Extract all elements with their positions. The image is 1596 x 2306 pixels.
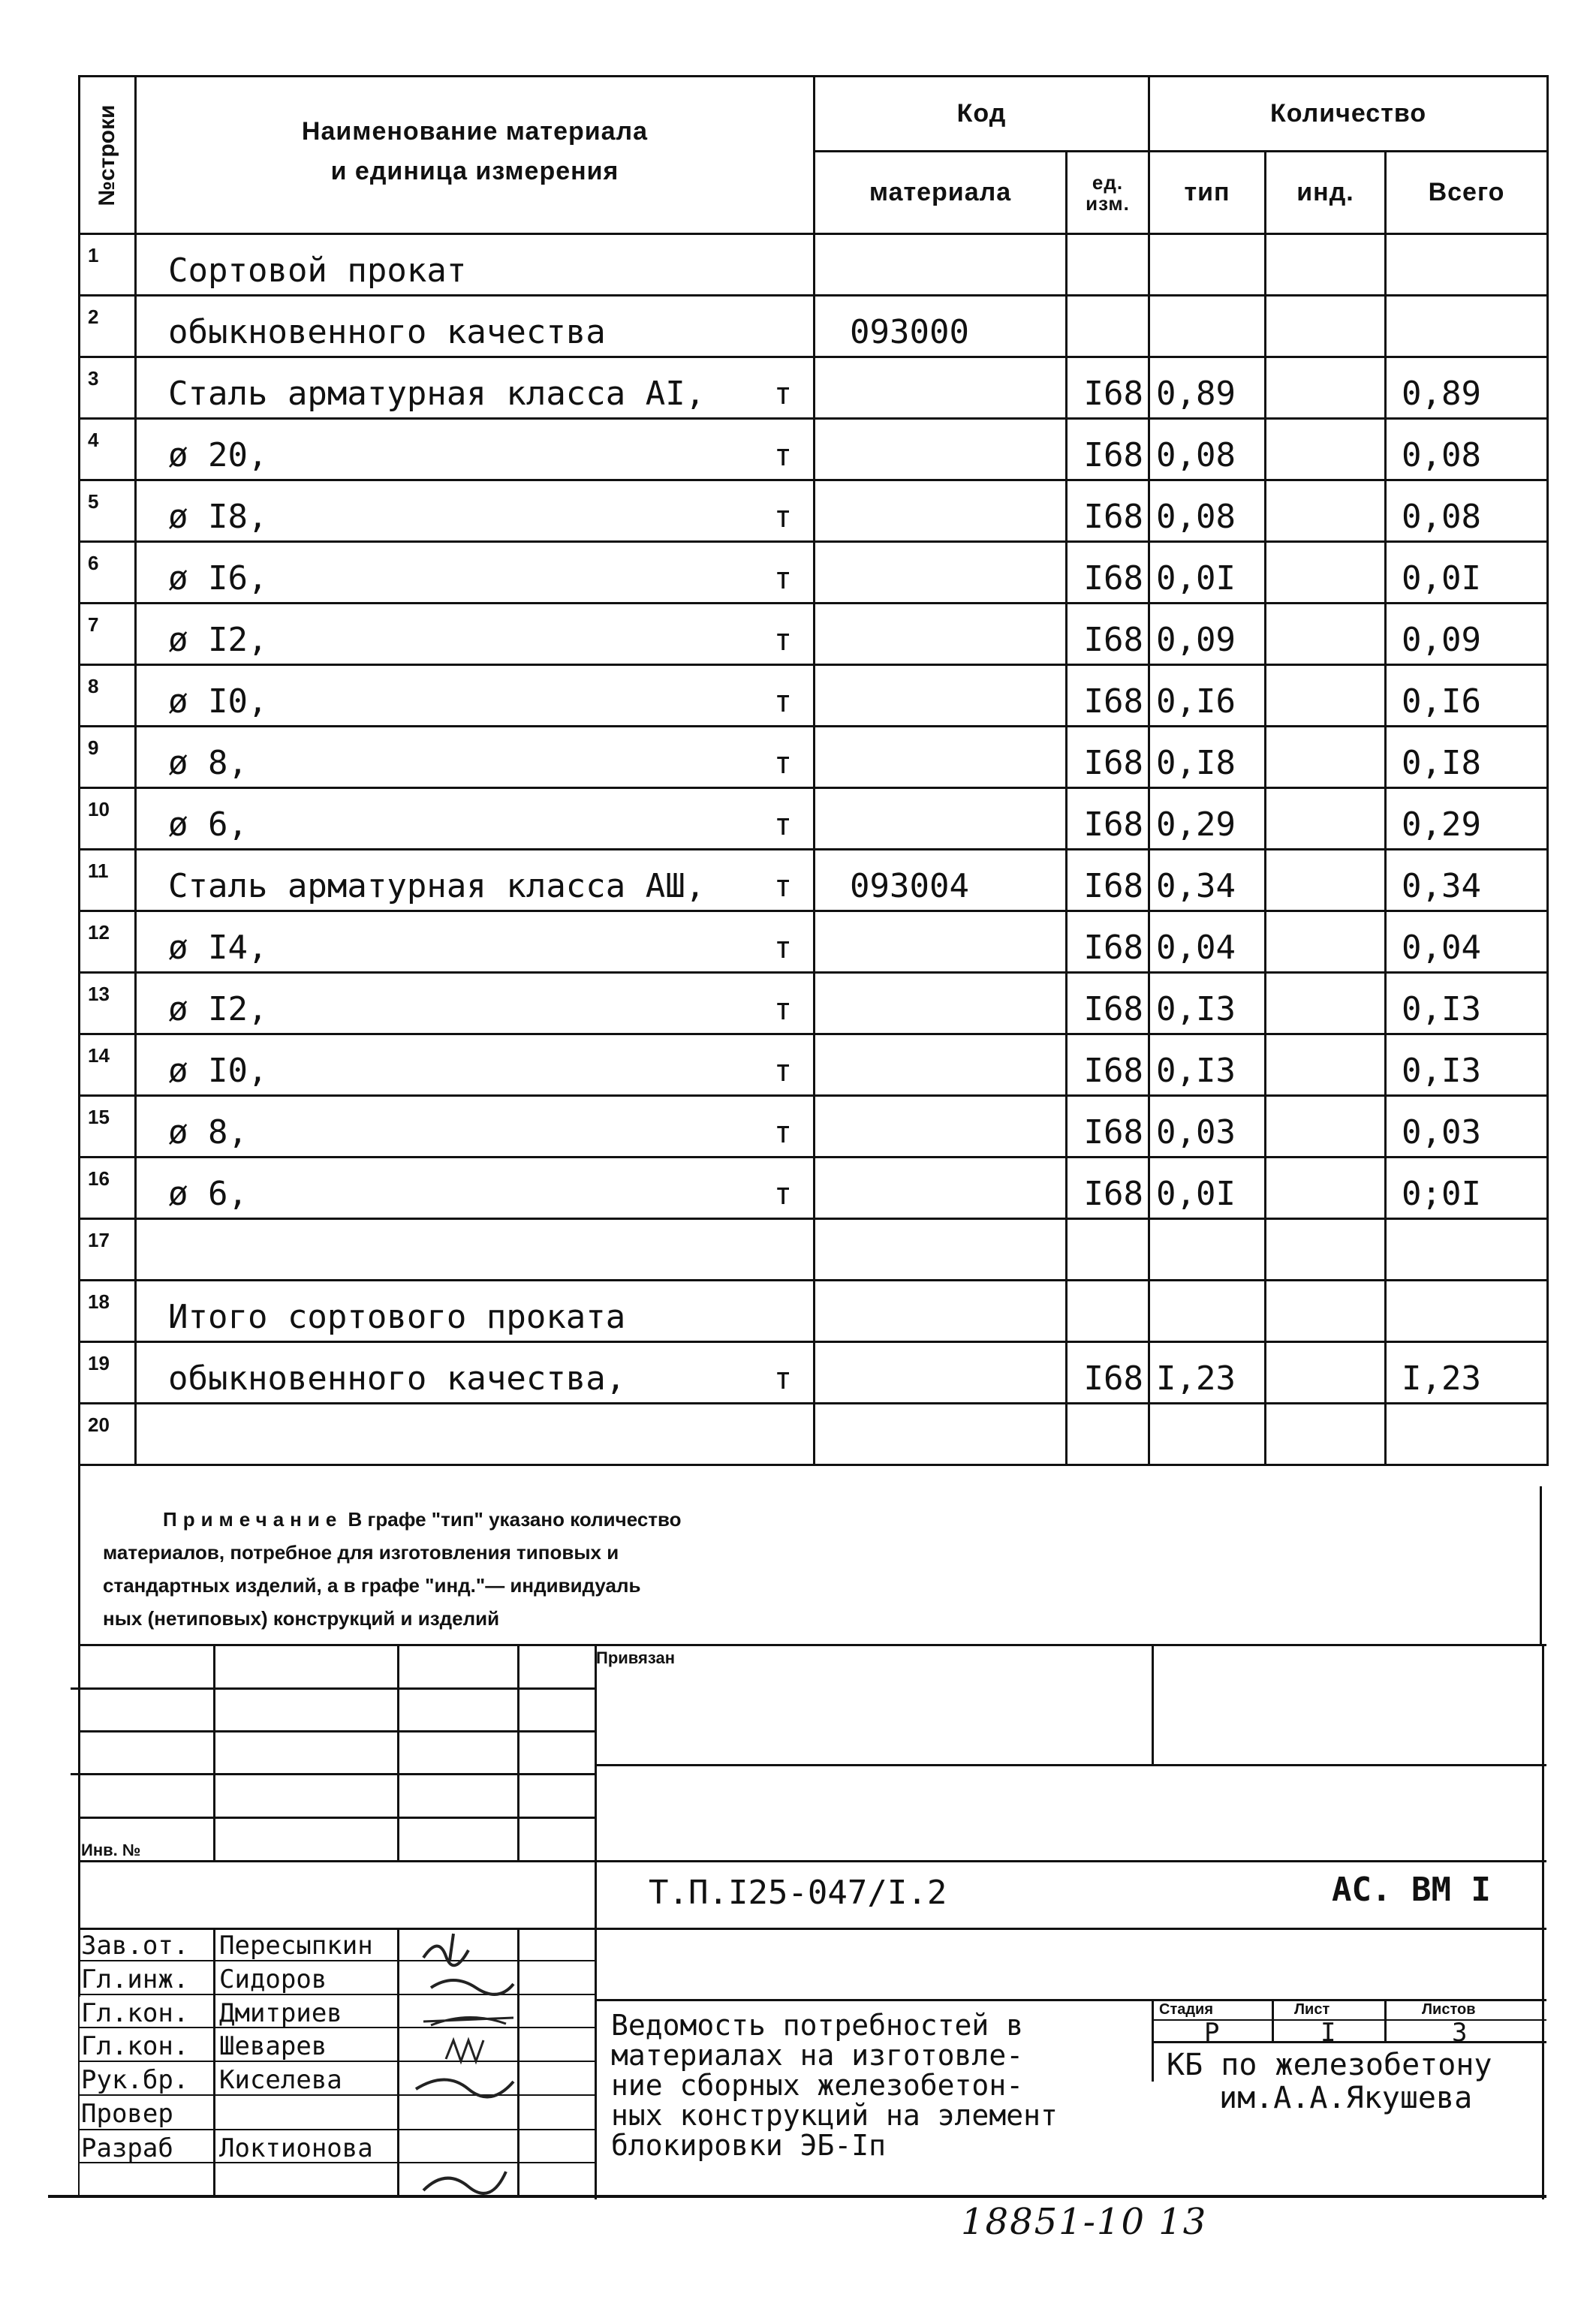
unit-code [1067,1281,1149,1342]
signature-role: Провер [81,2099,173,2129]
inventory-number-label: Инв. № [81,1841,141,1859]
unit-code: I68 [1067,419,1149,480]
table-row [80,850,1548,911]
unit-label: т [773,746,792,781]
table-row [80,542,1548,604]
unit-label: т [773,561,792,596]
unit-label: т [773,500,792,534]
table-row [80,604,1548,665]
qty-total: 0,I8 [1386,727,1548,788]
sheets-label: Листов [1422,2001,1476,2018]
material-name: обыкновенного качества, т [136,1342,815,1404]
material-code [815,1404,1067,1465]
organization-line-2: им.А.А.Якушева [1219,2081,1473,2115]
qty-type [1149,1219,1266,1281]
qty-total: 0,I3 [1386,973,1548,1034]
note-text-3: стандартных изделий, а в графе "инд."— индивидуаль [103,1574,641,1597]
material-code: 093004 [815,850,1067,911]
table-row [80,1219,1548,1281]
signature-role: Гл.кон. [81,1998,189,2028]
unit-code: I68 [1067,788,1149,850]
row-number: 14 [80,1034,136,1096]
material-code [815,1342,1067,1404]
row-number: 1 [80,234,136,296]
material-name: ø I6, т [136,542,815,604]
qty-ind [1266,850,1386,911]
qty-type: 0,0I [1149,542,1266,604]
qty-total [1386,1281,1548,1342]
qty-total: I,23 [1386,1342,1548,1404]
qty-ind [1266,296,1386,357]
signature-role: Разраб [81,2133,173,2163]
signature-role: Гл.кон. [81,2031,189,2061]
signature-role: Рук.бр. [81,2065,189,2095]
qty-type: 0,0I [1149,1158,1266,1219]
table-row [80,973,1548,1034]
material-name: ø I0, т [136,1034,815,1096]
material-name-header: Наименование материала и единица измерения [136,77,815,234]
unit-code: I68 [1067,850,1149,911]
qty-total: 0,I6 [1386,665,1548,727]
material-code [815,1158,1067,1219]
unit-code: I68 [1067,357,1149,419]
document-title: Ведомость потребностей в материалах на изготовле- ние сборных железобетон- ных конструкций на элемент блокировки ЭБ-Iп [611,2009,1058,2162]
material-name: ø 6, т [136,1158,815,1219]
table-row [80,1404,1548,1465]
quantity-group-header: Количество [1149,77,1548,152]
qty-type: 0,I8 [1149,727,1266,788]
qty-total: 0,08 [1386,480,1548,542]
unit-code [1067,234,1149,296]
unit-code: I68 [1067,973,1149,1034]
qty-type-header: тип [1149,152,1266,234]
signature-name: Сидоров [219,1964,327,1994]
qty-total: 0,08 [1386,419,1548,480]
table-row [80,419,1548,480]
table-row [80,727,1548,788]
qty-ind [1266,1034,1386,1096]
qty-total: 0,89 [1386,357,1548,419]
unit-code: I68 [1067,665,1149,727]
row-number: 10 [80,788,136,850]
material-name: обыкновенного качества [136,296,815,357]
material-name: ø I0, т [136,665,815,727]
qty-type: 0,I3 [1149,973,1266,1034]
qty-total: 0,I3 [1386,1034,1548,1096]
qty-type: 0,09 [1149,604,1266,665]
unit-label: т [773,992,792,1027]
sheet-label: Лист [1294,2001,1330,2018]
table-row [80,665,1548,727]
signature-name: Локтионова [219,2133,373,2163]
qty-total [1386,1404,1548,1465]
unit-label: т [773,377,792,411]
material-code [815,480,1067,542]
table-row [80,911,1548,973]
qty-type: 0,08 [1149,419,1266,480]
qty-type: 0,34 [1149,850,1266,911]
row-number: 2 [80,296,136,357]
qty-type: 0,08 [1149,480,1266,542]
unit-code: I68 [1067,1034,1149,1096]
row-number: 12 [80,911,136,973]
unit-code: I68 [1067,480,1149,542]
table-row [80,234,1548,296]
signature-role: Зав.от. [81,1931,189,1961]
unit-code: I68 [1067,911,1149,973]
material-code: 093000 [815,296,1067,357]
material-code [815,665,1067,727]
material-code [815,973,1067,1034]
material-code [815,604,1067,665]
unit-label: т [773,1115,792,1150]
qty-type [1149,1404,1266,1465]
qty-ind [1266,604,1386,665]
material-name [136,1219,815,1281]
table-row [80,357,1548,419]
qty-type: 0,I6 [1149,665,1266,727]
row-number: 13 [80,973,136,1034]
bound-label: Привязан [596,1648,676,1667]
unit-code: I68 [1067,542,1149,604]
sheet-value: I [1320,2018,1336,2048]
materials-table [78,75,1549,1466]
material-name: ø 8, т [136,1096,815,1158]
document-code: Т.П.I25-047/I.2 [649,1874,947,1912]
qty-ind [1266,1219,1386,1281]
stage-value: Р [1204,2018,1220,2048]
material-name: Итого сортового проката [136,1281,815,1342]
material-code [815,234,1067,296]
qty-ind [1266,665,1386,727]
sheet-mark: АС. ВМ I [1332,1871,1491,1909]
qty-ind [1266,480,1386,542]
table-row [80,1096,1548,1158]
unit-code: I68 [1067,1158,1149,1219]
archive-number: 18851-10 13 [961,2201,1208,2243]
qty-ind [1266,1342,1386,1404]
material-code [815,419,1067,480]
qty-ind [1266,1281,1386,1342]
unit-label: т [773,685,792,719]
note-label: Примечание [163,1508,343,1531]
code-group-header: Код [815,77,1149,152]
qty-total: 0,03 [1386,1096,1548,1158]
material-name: ø I8, т [136,480,815,542]
material-name: ø 6, т [136,788,815,850]
material-code [815,357,1067,419]
signature-name: Киселева [219,2065,342,2095]
row-number: 9 [80,727,136,788]
row-number: 8 [80,665,136,727]
row-number: 3 [80,357,136,419]
qty-ind [1266,788,1386,850]
material-code [815,1034,1067,1096]
row-number: 20 [80,1404,136,1465]
signature-role: Гл.инж. [81,1964,189,1994]
table-row [80,788,1548,850]
qty-ind [1266,1096,1386,1158]
table-row [80,1281,1548,1342]
material-name: ø I2, т [136,973,815,1034]
unit-code: I68 [1067,727,1149,788]
qty-total [1386,234,1548,296]
qty-ind [1266,542,1386,604]
material-name [136,1404,815,1465]
material-name: ø 20, т [136,419,815,480]
unit-header: ед. изм. [1067,152,1149,234]
note-block [78,1486,1542,1644]
unit-code [1067,296,1149,357]
row-number: 4 [80,419,136,480]
unit-label: т [773,869,792,904]
qty-total: 0,09 [1386,604,1548,665]
row-number: 15 [80,1096,136,1158]
qty-ind [1266,1158,1386,1219]
unit-label: т [773,808,792,842]
row-number: 18 [80,1281,136,1342]
signature-name: Пересыпкин [219,1931,373,1961]
qty-total [1386,1219,1548,1281]
document-sheet [78,75,1546,2199]
unit-code: I68 [1067,604,1149,665]
qty-total-header: Всего [1386,152,1548,234]
row-number: 7 [80,604,136,665]
qty-type: 0,04 [1149,911,1266,973]
sheets-value: 3 [1452,2018,1468,2048]
table-row [80,480,1548,542]
qty-total: 0,0I [1386,542,1548,604]
material-code [815,727,1067,788]
note-text-2: материалов, потребное для изготовления типовых и [103,1541,619,1564]
material-code [815,788,1067,850]
row-number: 6 [80,542,136,604]
qty-total: 0,04 [1386,911,1548,973]
unit-label: т [773,623,792,658]
table-row [80,296,1548,357]
signature-name: Шеварев [219,2031,327,2061]
qty-type: I,23 [1149,1342,1266,1404]
note-text-4: ных (нетиповых) конструкций и изделий [103,1607,500,1630]
stage-label: Стадия [1159,2001,1214,2018]
header-row-1 [80,77,1548,152]
table-row [80,1034,1548,1096]
row-number-header: №строки [80,77,136,234]
table-row [80,1342,1548,1404]
qty-type [1149,1281,1266,1342]
qty-ind [1266,727,1386,788]
qty-ind-header: инд. [1266,152,1386,234]
material-name: ø I2, т [136,604,815,665]
unit-code [1067,1219,1149,1281]
organization-line-1: КБ по железобетону [1167,2048,1492,2082]
material-name: ø 8, т [136,727,815,788]
qty-type: 0,29 [1149,788,1266,850]
qty-ind [1266,357,1386,419]
material-name: Сталь арматурная класса АI, т [136,357,815,419]
material-name: ø I4, т [136,911,815,973]
title-block [78,1644,1546,2199]
material-code [815,542,1067,604]
unit-code: I68 [1067,1342,1149,1404]
qty-ind [1266,419,1386,480]
qty-type: 0,03 [1149,1096,1266,1158]
unit-code: I68 [1067,1096,1149,1158]
qty-type: 0,89 [1149,357,1266,419]
qty-total: 0;0I [1386,1158,1548,1219]
unit-label: т [773,1054,792,1088]
material-code [815,911,1067,973]
code-material-header: материала [815,152,1067,234]
row-number: 17 [80,1219,136,1281]
material-code [815,1096,1067,1158]
unit-label: т [773,931,792,965]
handwritten-signatures [408,1928,528,2198]
unit-code [1067,1404,1149,1465]
material-name: Сортовой прокат [136,234,815,296]
material-code [815,1219,1067,1281]
table-row [80,1158,1548,1219]
unit-label: т [773,1362,792,1396]
row-number: 19 [80,1342,136,1404]
row-number: 5 [80,480,136,542]
qty-ind [1266,234,1386,296]
material-name: Сталь арматурная класса АШ, т [136,850,815,911]
table-body [80,234,1548,1465]
qty-type [1149,296,1266,357]
row-number: 16 [80,1158,136,1219]
signature-name: Дмитриев [219,1998,342,2028]
row-number: 11 [80,850,136,911]
qty-total [1386,296,1548,357]
unit-label: т [773,438,792,473]
qty-total: 0,34 [1386,850,1548,911]
qty-type: 0,I3 [1149,1034,1266,1096]
qty-ind [1266,1404,1386,1465]
qty-ind [1266,911,1386,973]
note-text-1: В графе "тип" указано количество [342,1508,682,1531]
qty-type [1149,234,1266,296]
unit-label: т [773,1177,792,1212]
qty-ind [1266,973,1386,1034]
material-code [815,1281,1067,1342]
qty-total: 0,29 [1386,788,1548,850]
